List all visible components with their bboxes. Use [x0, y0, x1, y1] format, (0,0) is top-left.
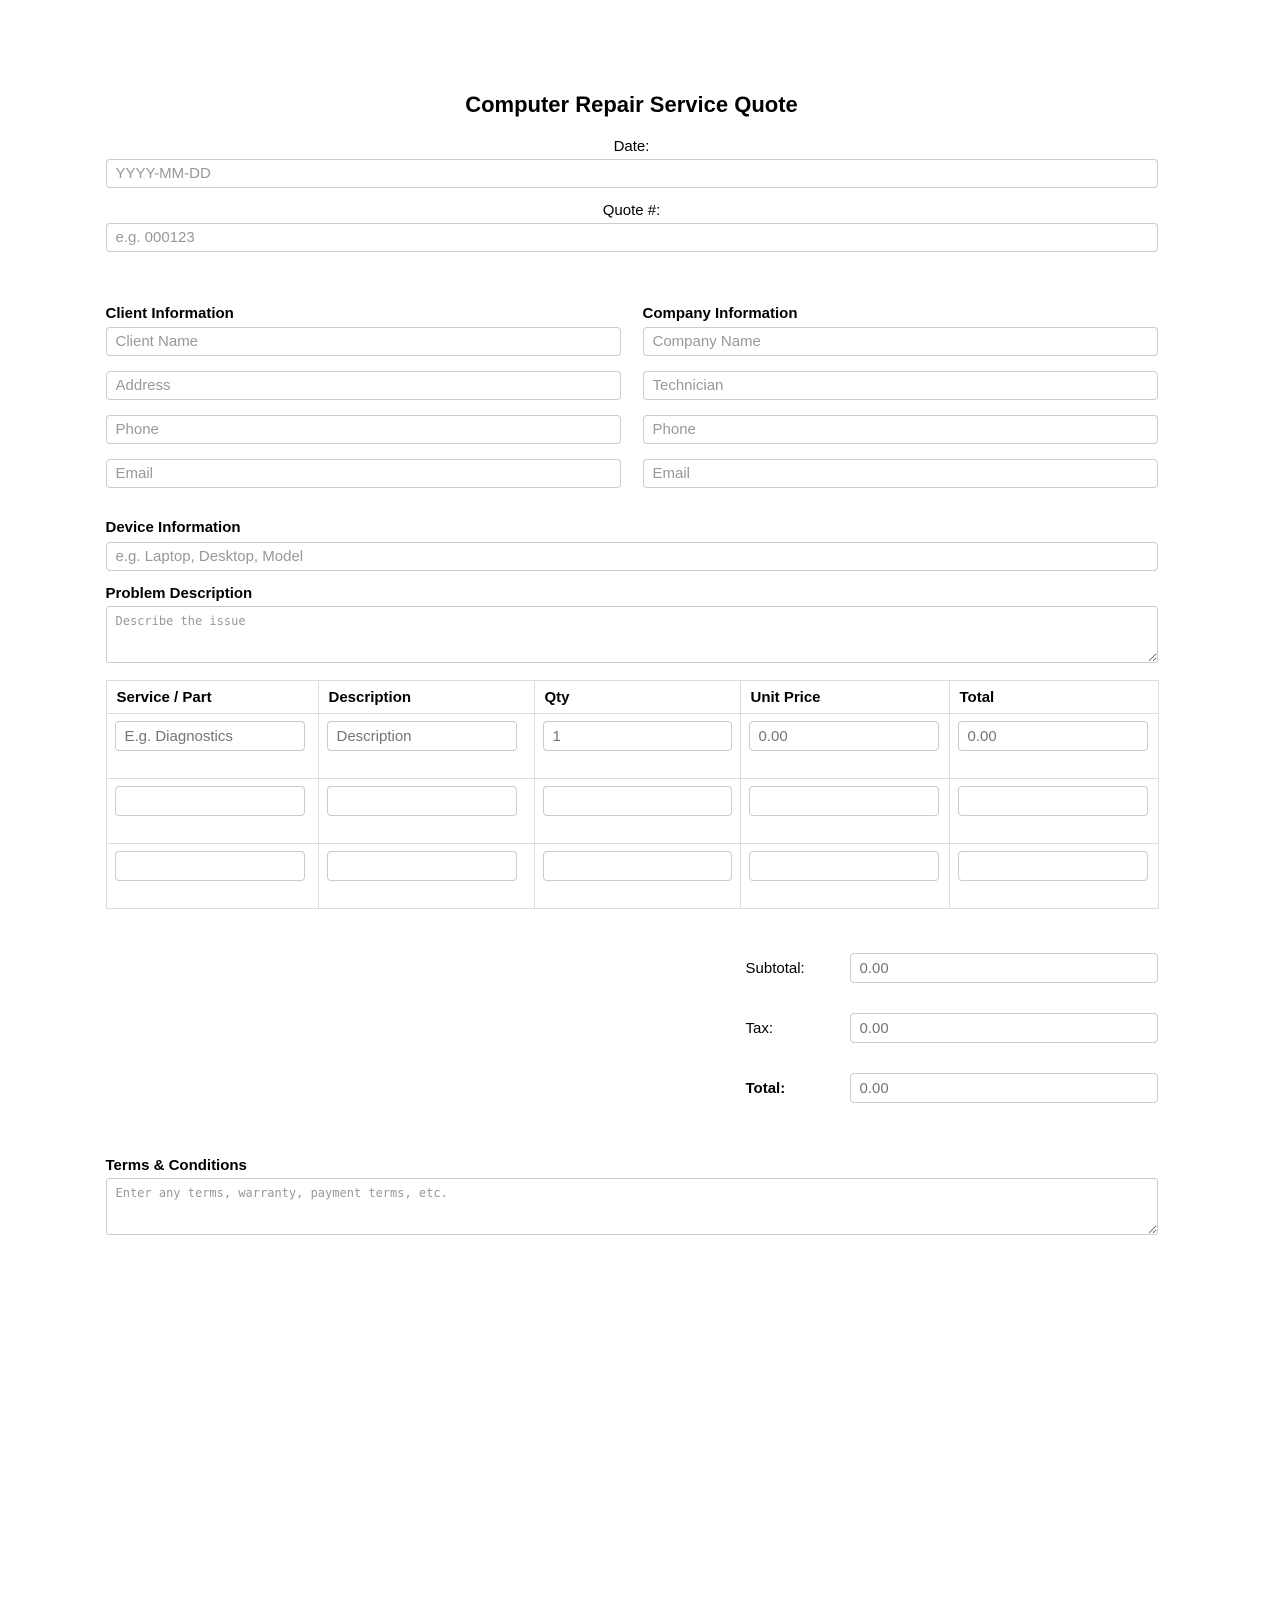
quote-number-input[interactable] [106, 223, 1158, 252]
item-1-total-input[interactable] [958, 721, 1148, 751]
column-header-qty: Qty [534, 681, 740, 714]
company-email-input[interactable] [643, 459, 1158, 488]
tax-input[interactable] [850, 1013, 1158, 1043]
item-3-service-input[interactable] [115, 851, 305, 881]
device-information-heading: Device Information [105, 519, 241, 536]
table-row [106, 844, 1158, 909]
item-2-unit-price-input[interactable] [749, 786, 939, 816]
item-2-description-input[interactable] [327, 786, 517, 816]
item-2-qty-input[interactable] [543, 786, 732, 816]
total-row [746, 1073, 1158, 1103]
problem-description-heading: Problem Description [105, 585, 253, 602]
item-3-unit-price-input[interactable] [749, 851, 939, 881]
item-1-qty-input[interactable] [543, 721, 732, 751]
table-row [106, 714, 1158, 779]
subtotal-input[interactable] [850, 953, 1158, 983]
quote-form [106, 92, 1158, 1235]
page-title: Computer Repair Service Quote [465, 92, 798, 117]
column-header-service-part: Service / Part [106, 681, 318, 714]
subtotal-row [746, 953, 1158, 983]
company-information-column [643, 305, 1158, 488]
item-3-total-input[interactable] [958, 851, 1148, 881]
technician-input[interactable] [643, 371, 1158, 400]
date-input[interactable] [106, 159, 1158, 188]
company-phone-input[interactable] [643, 415, 1158, 444]
item-1-service-input[interactable] [115, 721, 305, 751]
column-header-description: Description [318, 681, 534, 714]
quote-number-label: Quote #: [602, 202, 661, 219]
tax-row [746, 1013, 1158, 1043]
column-header-unit-price: Unit Price [740, 681, 949, 714]
client-information-heading: Client Information [105, 305, 234, 322]
company-information-heading: Company Information [642, 305, 798, 322]
client-information-column [106, 305, 621, 488]
company-fields [643, 327, 1158, 488]
item-3-description-input[interactable] [327, 851, 517, 881]
total-label: Total: [745, 1079, 786, 1097]
tax-label: Tax: [745, 1019, 774, 1037]
item-2-total-input[interactable] [958, 786, 1148, 816]
terms-conditions-textarea[interactable] [106, 1178, 1158, 1235]
line-items-table [106, 680, 1159, 909]
totals-section [106, 953, 1158, 1103]
item-2-service-input[interactable] [115, 786, 305, 816]
client-email-input[interactable] [106, 459, 621, 488]
client-phone-input[interactable] [106, 415, 621, 444]
item-3-qty-input[interactable] [543, 851, 732, 881]
item-1-description-input[interactable] [327, 721, 517, 751]
table-row [106, 779, 1158, 844]
problem-description-textarea[interactable] [106, 606, 1158, 663]
date-label: Date: [613, 138, 650, 155]
subtotal-label: Subtotal: [745, 959, 805, 977]
company-name-input[interactable] [643, 327, 1158, 356]
client-address-input[interactable] [106, 371, 621, 400]
terms-conditions-heading: Terms & Conditions [105, 1157, 247, 1174]
item-1-unit-price-input[interactable] [749, 721, 939, 751]
column-header-total: Total [949, 681, 1158, 714]
client-fields [106, 327, 621, 488]
line-items-header-row [106, 681, 1158, 714]
client-name-input[interactable] [106, 327, 621, 356]
total-input[interactable] [850, 1073, 1158, 1103]
info-section [106, 305, 1158, 488]
device-information-input[interactable] [106, 542, 1158, 571]
